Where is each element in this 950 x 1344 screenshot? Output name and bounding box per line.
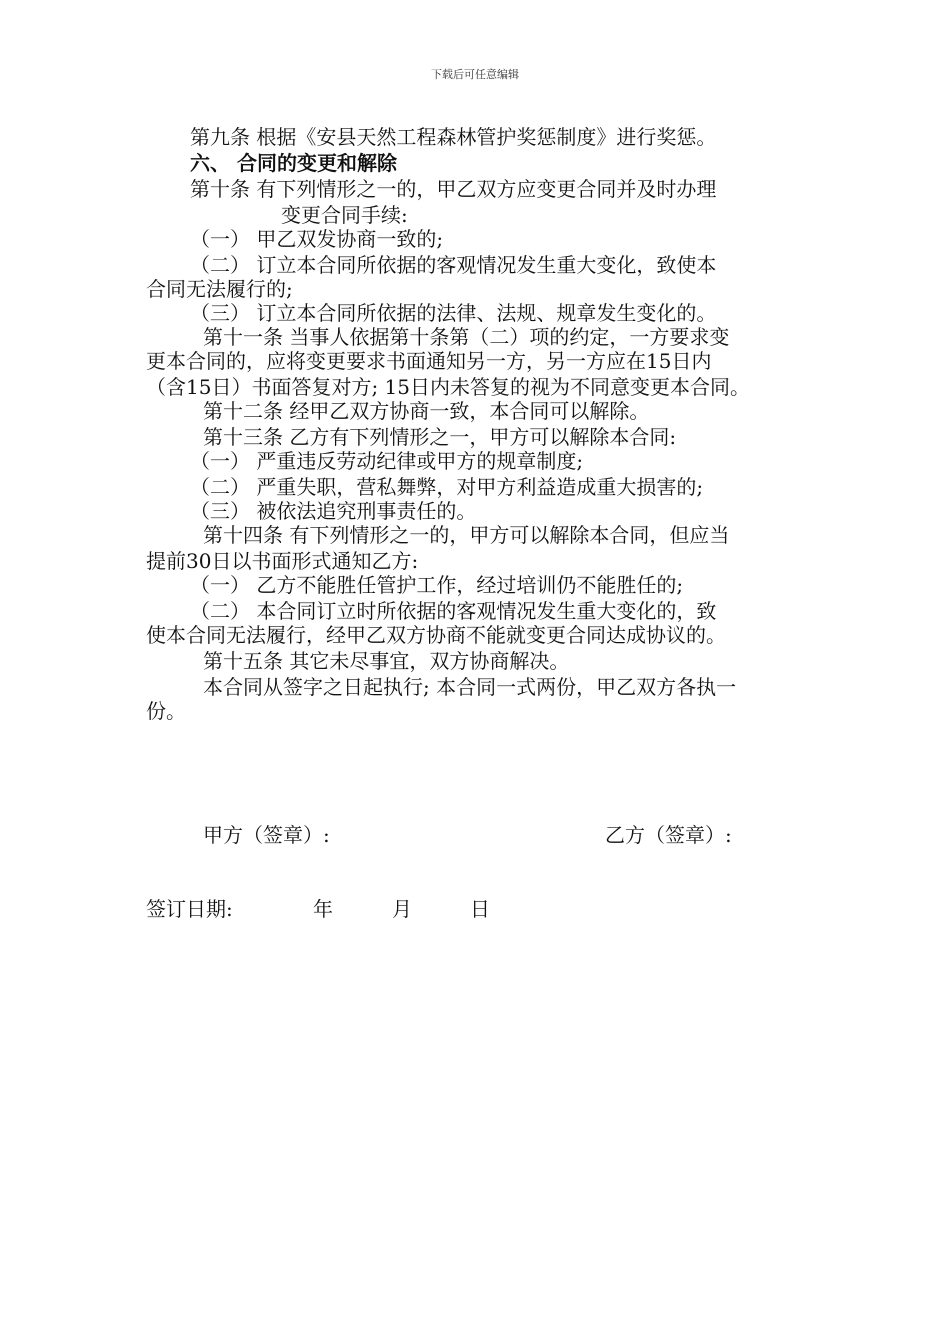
signing-date-day: 日 bbox=[470, 897, 490, 921]
article-14: 第十四条 有下列情形之一的，甲方可以解除本合同，但应当 bbox=[203, 523, 730, 547]
article-10: 第十条 有下列情形之一的，甲乙双方应变更合同并及时办理 bbox=[190, 177, 717, 201]
closing-clause-cont: 份。 bbox=[146, 699, 186, 723]
article-10-item-2-cont: 合同无法履行的; bbox=[146, 277, 293, 301]
party-b-signature-label: 乙方（签章）: bbox=[605, 823, 732, 847]
article-15: 第十五条 其它未尽事宜，双方协商解决。 bbox=[203, 649, 570, 673]
article-11-cont-1: 更本合同的，应将变更要求书面通知另一方，另一方应在15日内 bbox=[146, 349, 712, 373]
section-6-heading: 六、 合同的变更和解除 bbox=[190, 151, 397, 175]
article-10-item-2: （二） 订立本合同所依据的客观情况发生重大变化，致使本 bbox=[190, 253, 717, 277]
article-12: 第十二条 经甲乙双方协商一致，本合同可以解除。 bbox=[203, 399, 650, 423]
article-10-item-3: （三） 订立本合同所依据的法律、法规、规章发生变化的。 bbox=[190, 301, 717, 325]
page-header-note: 下载后可任意编辑 bbox=[431, 68, 519, 81]
article-14-item-1: （一） 乙方不能胜任管护工作，经过培训仍不能胜任的; bbox=[190, 573, 684, 597]
article-10-item-1: （一） 甲乙双发协商一致的; bbox=[190, 227, 444, 251]
article-14-cont: 提前30日以书面形式通知乙方: bbox=[146, 549, 419, 573]
article-13-item-1: （一） 严重违反劳动纪律或甲方的规章制度; bbox=[190, 449, 584, 473]
party-a-signature-label: 甲方（签章）: bbox=[203, 823, 330, 847]
article-11: 第十一条 当事人依据第十条第（二）项的约定，一方要求变 bbox=[203, 325, 730, 349]
article-14-item-2: （二） 本合同订立时所依据的客观情况发生重大变化的，致 bbox=[190, 599, 717, 623]
signing-date-month: 月 bbox=[392, 897, 412, 921]
article-13-item-3: （三） 被依法追究刑事责任的。 bbox=[190, 499, 477, 523]
article-13: 第十三条 乙方有下列情形之一，甲方可以解除本合同: bbox=[203, 425, 677, 449]
article-14-item-2-cont: 使本合同无法履行，经甲乙双方协商不能就变更合同达成协议的。 bbox=[146, 623, 726, 647]
signing-date-year: 年 bbox=[313, 897, 333, 921]
article-10-cont: 变更合同手续: bbox=[281, 203, 408, 227]
signing-date-label: 签订日期: bbox=[146, 897, 233, 921]
article-13-item-2: （二） 严重失职，营私舞弊，对甲方利益造成重大损害的; bbox=[190, 475, 704, 499]
article-11-cont-2: （含15日）书面答复对方; 15日内未答复的视为不同意变更本合同。 bbox=[146, 375, 750, 399]
closing-clause: 本合同从签字之日起执行; 本合同一式两份，甲乙双方各执一 bbox=[203, 675, 737, 699]
article-9: 第九条 根据《安县天然工程森林管护奖惩制度》进行奖惩。 bbox=[190, 125, 717, 149]
